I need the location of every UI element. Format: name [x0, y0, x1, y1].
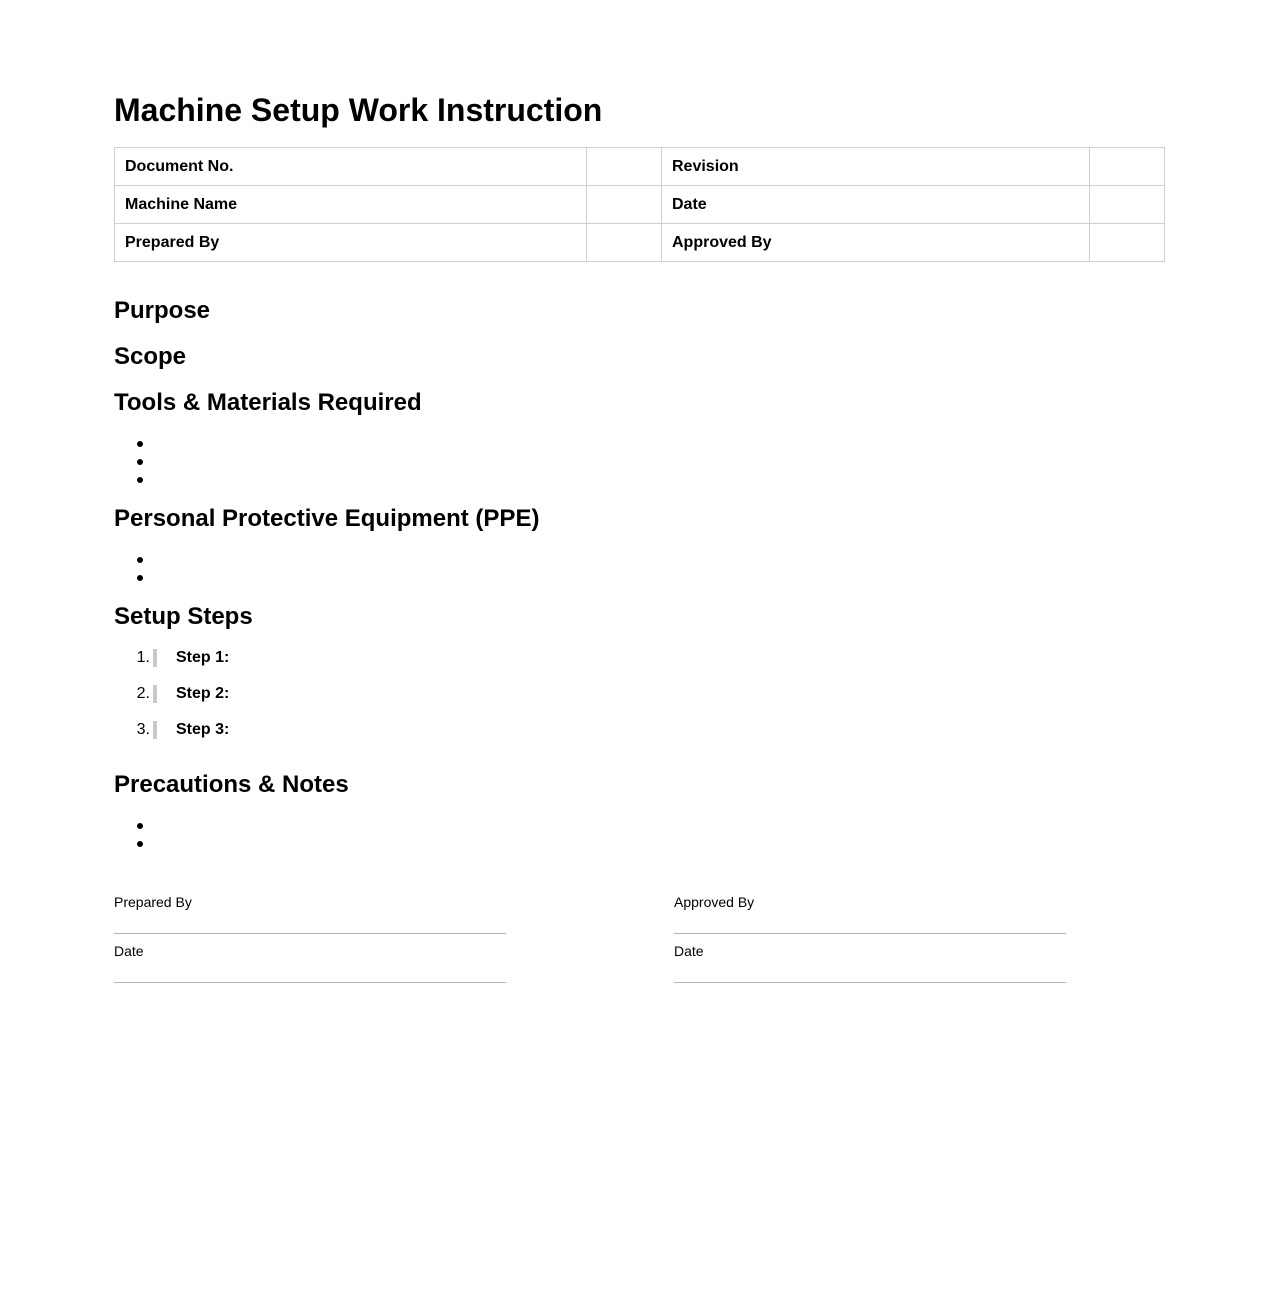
document-info-table — [114, 147, 1165, 262]
step-label: Step 1: — [176, 649, 230, 666]
step-number: 3. — [136, 721, 150, 738]
purpose-heading: Purpose — [114, 297, 211, 324]
ppe-heading: Personal Protective Equipment (PPE) — [114, 505, 540, 532]
list-item — [137, 841, 143, 847]
setup-steps-heading: Setup Steps — [114, 603, 253, 630]
table-row — [115, 186, 1165, 224]
list-item — [137, 441, 143, 447]
date-label: Date — [662, 186, 1090, 224]
document-no-value — [587, 148, 662, 186]
step-number: 1. — [136, 649, 150, 666]
document-no-label: Document No. — [115, 148, 587, 186]
scope-heading: Scope — [114, 343, 187, 370]
step-marker — [153, 685, 157, 703]
list-item — [137, 575, 143, 581]
list-item — [137, 477, 143, 483]
step-label: Step 2: — [176, 685, 230, 702]
machine-name-label: Machine Name — [115, 186, 587, 224]
prepared-date-line — [114, 982, 506, 983]
approved-by-signature-label: Approved By — [674, 894, 755, 910]
list-item — [137, 557, 143, 563]
prepared-date-label: Date — [114, 943, 144, 959]
revision-label: Revision — [662, 148, 1090, 186]
list-item — [137, 459, 143, 465]
step-number: 2. — [136, 685, 150, 702]
approved-date-label: Date — [674, 943, 704, 959]
list-item — [137, 823, 143, 829]
precautions-heading: Precautions & Notes — [114, 771, 349, 798]
prepared-by-value — [587, 224, 662, 262]
date-value — [1090, 186, 1165, 224]
tools-materials-heading: Tools & Materials Required — [114, 389, 422, 416]
machine-name-value — [587, 186, 662, 224]
approved-date-line — [674, 982, 1066, 983]
approved-by-signature-line — [674, 933, 1066, 934]
prepared-by-label: Prepared By — [115, 224, 587, 262]
approved-by-value — [1090, 224, 1165, 262]
table-row — [115, 148, 1165, 186]
prepared-by-signature-label: Prepared By — [114, 894, 192, 910]
step-marker — [153, 721, 157, 739]
table-row — [115, 224, 1165, 262]
step-label: Step 3: — [176, 721, 230, 738]
revision-value — [1090, 148, 1165, 186]
approved-by-label: Approved By — [662, 224, 1090, 262]
prepared-by-signature-line — [114, 933, 506, 934]
step-marker — [153, 649, 157, 667]
page-title: Machine Setup Work Instruction — [114, 92, 603, 128]
